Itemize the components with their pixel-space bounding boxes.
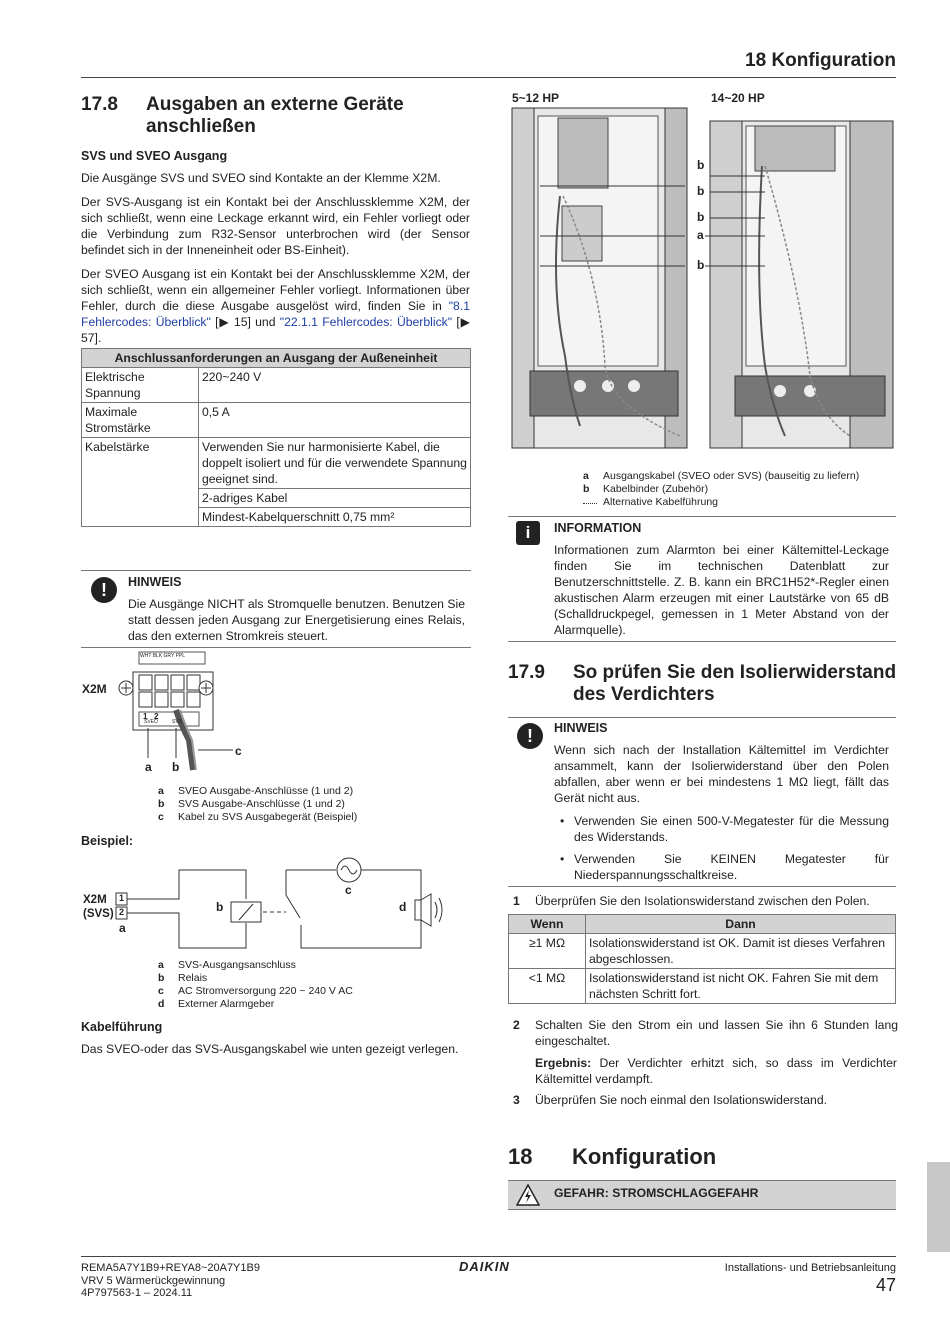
step-1: 1 Überprüfen Sie den Isolationswiderstand zwischen den Polen. <box>513 894 870 908</box>
warning-exclamation-icon: ! <box>517 723 543 749</box>
subheading-svs-sveo: SVS und SVEO Ausgang <box>81 149 228 163</box>
daikin-logo: DAIKIN <box>459 1259 510 1274</box>
requirements-table <box>81 348 471 527</box>
table-header: Anschlussanforderungen an Ausgang der Außeneinheit <box>82 349 471 368</box>
hinweis-box-verdichter: ! HINWEIS Wenn sich nach der Installation Kältemittel im Verdichter ansammelt, kann der Isolierwiderstand über den Polen abfallen, aber wenn er bei mindestens 1 MΩ liegt, fällt das Gerät nicht aus. • Verwenden Sie einen 500-V-Megatester für die Messung des Widerstands. • Verwenden Sie KEINEN Megatester für Niederspannungsschaltkreise. <box>508 717 896 887</box>
kabelfuehrung-text: Das SVEO-oder das SVS-Ausgangskabel wie unten gezeigt verlegen. <box>81 1042 459 1056</box>
circuit-callout-c: c <box>345 883 352 897</box>
callout-b: b <box>172 760 180 774</box>
list-item: • Verwenden Sie einen 500-V-Megatester für die Messung des Widerstands. <box>554 813 889 845</box>
paragraph: Die Ausgänge SVS und SVEO sind Kontakte an der Klemme X2M. <box>81 171 441 185</box>
circuit-callout-d: d <box>399 900 407 914</box>
paragraph: Der SVS-Ausgang ist ein Kontakt bei der Anschlussklemme X2M, der sich schließt, wenn eine Leckage erkannt wird, ein Fehler vorliegt oder die Verbindung zum R32-Sensor unterbrochen wird (der Sensor befindet sich in der Inneneinheit oder BS-Einheit). <box>81 195 470 257</box>
wire-color-labels: WHT BLK GRY PPL <box>140 653 186 659</box>
table-row: Maximale Stromstärke 0,5 A <box>82 403 471 438</box>
step-2: 2 Schalten Sie den Strom ein und lassen Sie ihn 6 Stunden lang eingeschaltet. <box>513 1018 898 1048</box>
paragraph: Der SVEO Ausgang ist ein Kontakt bei der Anschlussklemme X2M, der sich schließt, wenn ein allgemeiner Fehler vorliegt. Informationen über Fehler, durch die diese Ausgabe ausgelöst wird, finden Sie in "8.1 Fehlercodes: Überblick" [▶ 15] und "22.1.1 Fehlercodes: Überblick" [▶ 57]. <box>81 267 470 345</box>
section-18-number: 18 <box>508 1144 533 1169</box>
group-label-sveo: SVEO <box>144 719 158 725</box>
section-18-title: Konfiguration <box>572 1144 717 1169</box>
list-item: • Verwenden Sie KEINEN Megatester für Niederspannungsschaltkreise. <box>554 851 889 883</box>
step-2-result: Ergebnis: Der Verdichter erhitzt sich, so dass im Verdichter Kältemittel verdampft. <box>535 1056 897 1086</box>
table-row: ≥1 MΩ Isolationswiderstand ist OK. Damit ist dieses Verfahren abgeschlossen. <box>509 934 896 969</box>
circuit-callout-a: a <box>119 921 126 935</box>
circuit-x2m-label: X2M (SVS) <box>83 894 114 920</box>
unit-label-5-12hp: 5~12 HP <box>512 91 560 105</box>
link-fehlercodes-22-1-1[interactable]: "22.1.1 Fehlercodes: Überblick" <box>279 315 453 329</box>
circuit-terminal-1: 1 <box>119 893 125 903</box>
chapter-header: 18 Konfiguration <box>745 50 896 71</box>
group-label-svs: SVS <box>172 719 183 725</box>
unit-label-14-20hp: 14~20 HP <box>711 91 765 105</box>
table-row: Elektrische Spannung 220~240 V <box>82 368 471 403</box>
unit-callouts: b b b a b <box>697 158 705 272</box>
circuit-terminal-2: 2 <box>119 907 125 917</box>
hinweis-box: ! HINWEIS Die Ausgänge NICHT als Stromquelle benutzen. Benutzen Sie statt dessen jeden Ausgang zur Energetisierung eines Relais, das den externen Stromkreis steuert. <box>81 570 471 648</box>
link-fehlercodes-8-1[interactable]: "8.1 Fehlercodes: Überblick" <box>81 299 470 329</box>
footer-rule <box>81 1256 896 1257</box>
kabelfuehrung-heading: Kabelführung <box>81 1020 163 1034</box>
footer-left: REMA5A7Y1B9+REYA8~20A7Y1B9 VRV 5 Wärmerückgewinnung 4P797563-1 – 2024.11 <box>81 1262 260 1299</box>
danger-bar: GEFAHR: STROMSCHLAGGEFAHR <box>508 1180 896 1210</box>
chapter-tab-marker <box>927 1162 950 1252</box>
x2m-terminal-diagram <box>81 650 281 780</box>
information-box: i INFORMATION Informationen zum Alarmton bei einer Kältemittel-Leckage finden Sie im technischen Datenblatt zur Benutzerschnittstelle. Z. B. kann ein BRC1H52*-Regler einen akustischen Alarm erzeugen mit einer Lautstärke von 65 dB (Schalldruckpegel, gemessen in 1 Meter Abstand von der Alarmquelle). <box>508 516 896 642</box>
terminal-number-2: 2 <box>154 712 159 721</box>
table-row: <1 MΩ Isolationswiderstand ist nicht OK. Fahren Sie mit dem nächsten Schritt fort. <box>509 969 896 1004</box>
beispiel-label: Beispiel: <box>81 834 134 848</box>
information-icon: i <box>516 521 540 545</box>
warning-exclamation-icon: ! <box>91 577 117 603</box>
hinweis-bullet-list <box>554 813 889 889</box>
x2m-label: X2M <box>82 682 107 696</box>
table-row: Kabelstärke Verwenden Sie nur harmonisierte Kabel, die doppelt isoliert und für die verwendete Spannung geeignet sind. <box>82 438 471 489</box>
resistance-table: Wenn Dann ≥1 MΩ Isolationswiderstand ist OK. Damit ist dieses Verfahren abgeschlossen. <1 MΩ Isolationswiderstand ist nicht OK. Fahren Sie mit dem nächsten Schritt fort. <box>508 914 896 1004</box>
step-3: 3 Überprüfen Sie noch einmal den Isolationswiderstand. <box>513 1093 827 1107</box>
terminal-number-1: 1 <box>143 712 148 721</box>
header-rule <box>81 77 896 78</box>
callout-a: a <box>145 760 152 774</box>
callout-c: c <box>235 744 242 758</box>
footer-doc-title: Installations- und Betriebsanleitung <box>724 1262 896 1274</box>
page-number: 47 <box>875 1275 896 1295</box>
circuit-legend: a SVS-Ausgangsanschluss b Relais c AC Stromversorgung 220 ~ 240 V AC d Externer Alarmgeber <box>158 959 353 1010</box>
electric-hazard-icon <box>516 1184 540 1206</box>
table-row: Mindest-Kabelquerschnitt 0,75 mm² <box>82 508 471 527</box>
unit-legend: a Ausgangskabel (SVEO oder SVS) (bauseitig zu liefern) b Kabelbinder (Zubehör) Alternative Kabelführung <box>583 470 860 508</box>
x2m-legend: a SVEO Ausgabe-Anschlüsse (1 und 2) b SVS Ausgabe-Anschlüsse (1 und 2) c Kabel zu SVS Ausgabegerät (Beispiel) <box>158 785 358 823</box>
circuit-callout-b: b <box>216 900 224 914</box>
section-17-9-heading: 17.9 So prüfen Sie den Isolierwiderstand des Verdichters <box>508 662 897 705</box>
table-row: 2-adriges Kabel <box>82 489 471 508</box>
section-17-8-heading: 17.8 Ausgaben an externe Geräte anschließen <box>81 94 404 137</box>
